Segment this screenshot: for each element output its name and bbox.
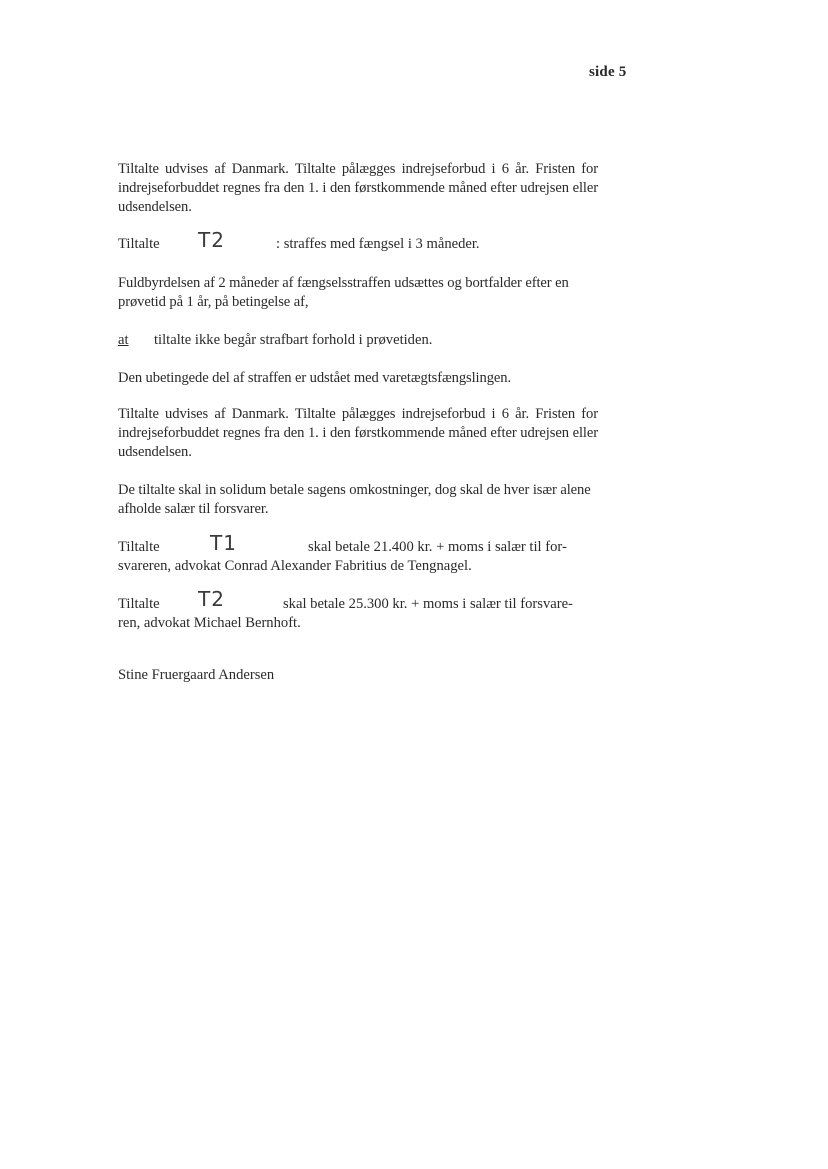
paragraph-unconditional: Den ubetingede del af straffen er udstået med varetægtsfængslingen. [118, 370, 512, 386]
judge-signature-name: Stine Fruergaard Andersen [118, 667, 275, 683]
handwritten-defendant-id: T1 [210, 531, 237, 555]
paragraph-suspension: Fuldbyrdelsen af 2 måneder af fængselsstraffen udsættes og bortfalder efter en prøvetid på 1 år, på betingelse af, [118, 275, 569, 310]
defendant-label: Tiltalte [118, 236, 160, 252]
fee-text-t2-line1: skal betale 25.300 kr. + moms i salær til forsvare- [283, 596, 573, 612]
defendant-label: Tiltalte [118, 539, 160, 555]
fee-text-t1-line1: skal betale 21.400 kr. + moms i salær til for- [308, 539, 567, 555]
fee-text-t2-line2: ren, advokat Michael Bernhoft. [118, 615, 301, 631]
paragraph-costs: De tiltalte skal in solidum betale sagens omkostninger, dog skal de hver især alene afholde salær til forsvarer. [118, 482, 591, 517]
condition-row [118, 331, 129, 350]
defendant-label: Tiltalte [118, 596, 160, 612]
condition-text: tiltalte ikke begår strafbart forhold i prøvetiden. [154, 332, 433, 348]
paragraph-expulsion-2: Tiltalte udvises af Danmark. Tiltalte pålægges indrejseforbud i 6 år. Fristen for indrejseforbuddet regnes fra den 1. i den førstkommende måned efter udrejsen eller udsendelsen. [118, 406, 598, 460]
fee-text-t1-line2: svareren, advokat Conrad Alexander Fabritius de Tengnagel. [118, 558, 472, 574]
condition-prefix: at [118, 332, 129, 348]
page-number: side 5 [589, 64, 627, 80]
handwritten-defendant-id: T2 [198, 228, 225, 252]
handwritten-defendant-id: T2 [198, 587, 225, 611]
sentence-row [118, 235, 160, 254]
fee-row-t1 [118, 538, 160, 557]
paragraph-expulsion-1: Tiltalte udvises af Danmark. Tiltalte pålægges indrejseforbud i 6 år. Fristen for indrejseforbuddet regnes fra den 1. i den førstkommende måned efter udrejsen eller udsendelsen. [118, 161, 598, 215]
fee-row-t2 [118, 595, 160, 614]
sentence-text: : straffes med fængsel i 3 måneder. [276, 236, 480, 252]
